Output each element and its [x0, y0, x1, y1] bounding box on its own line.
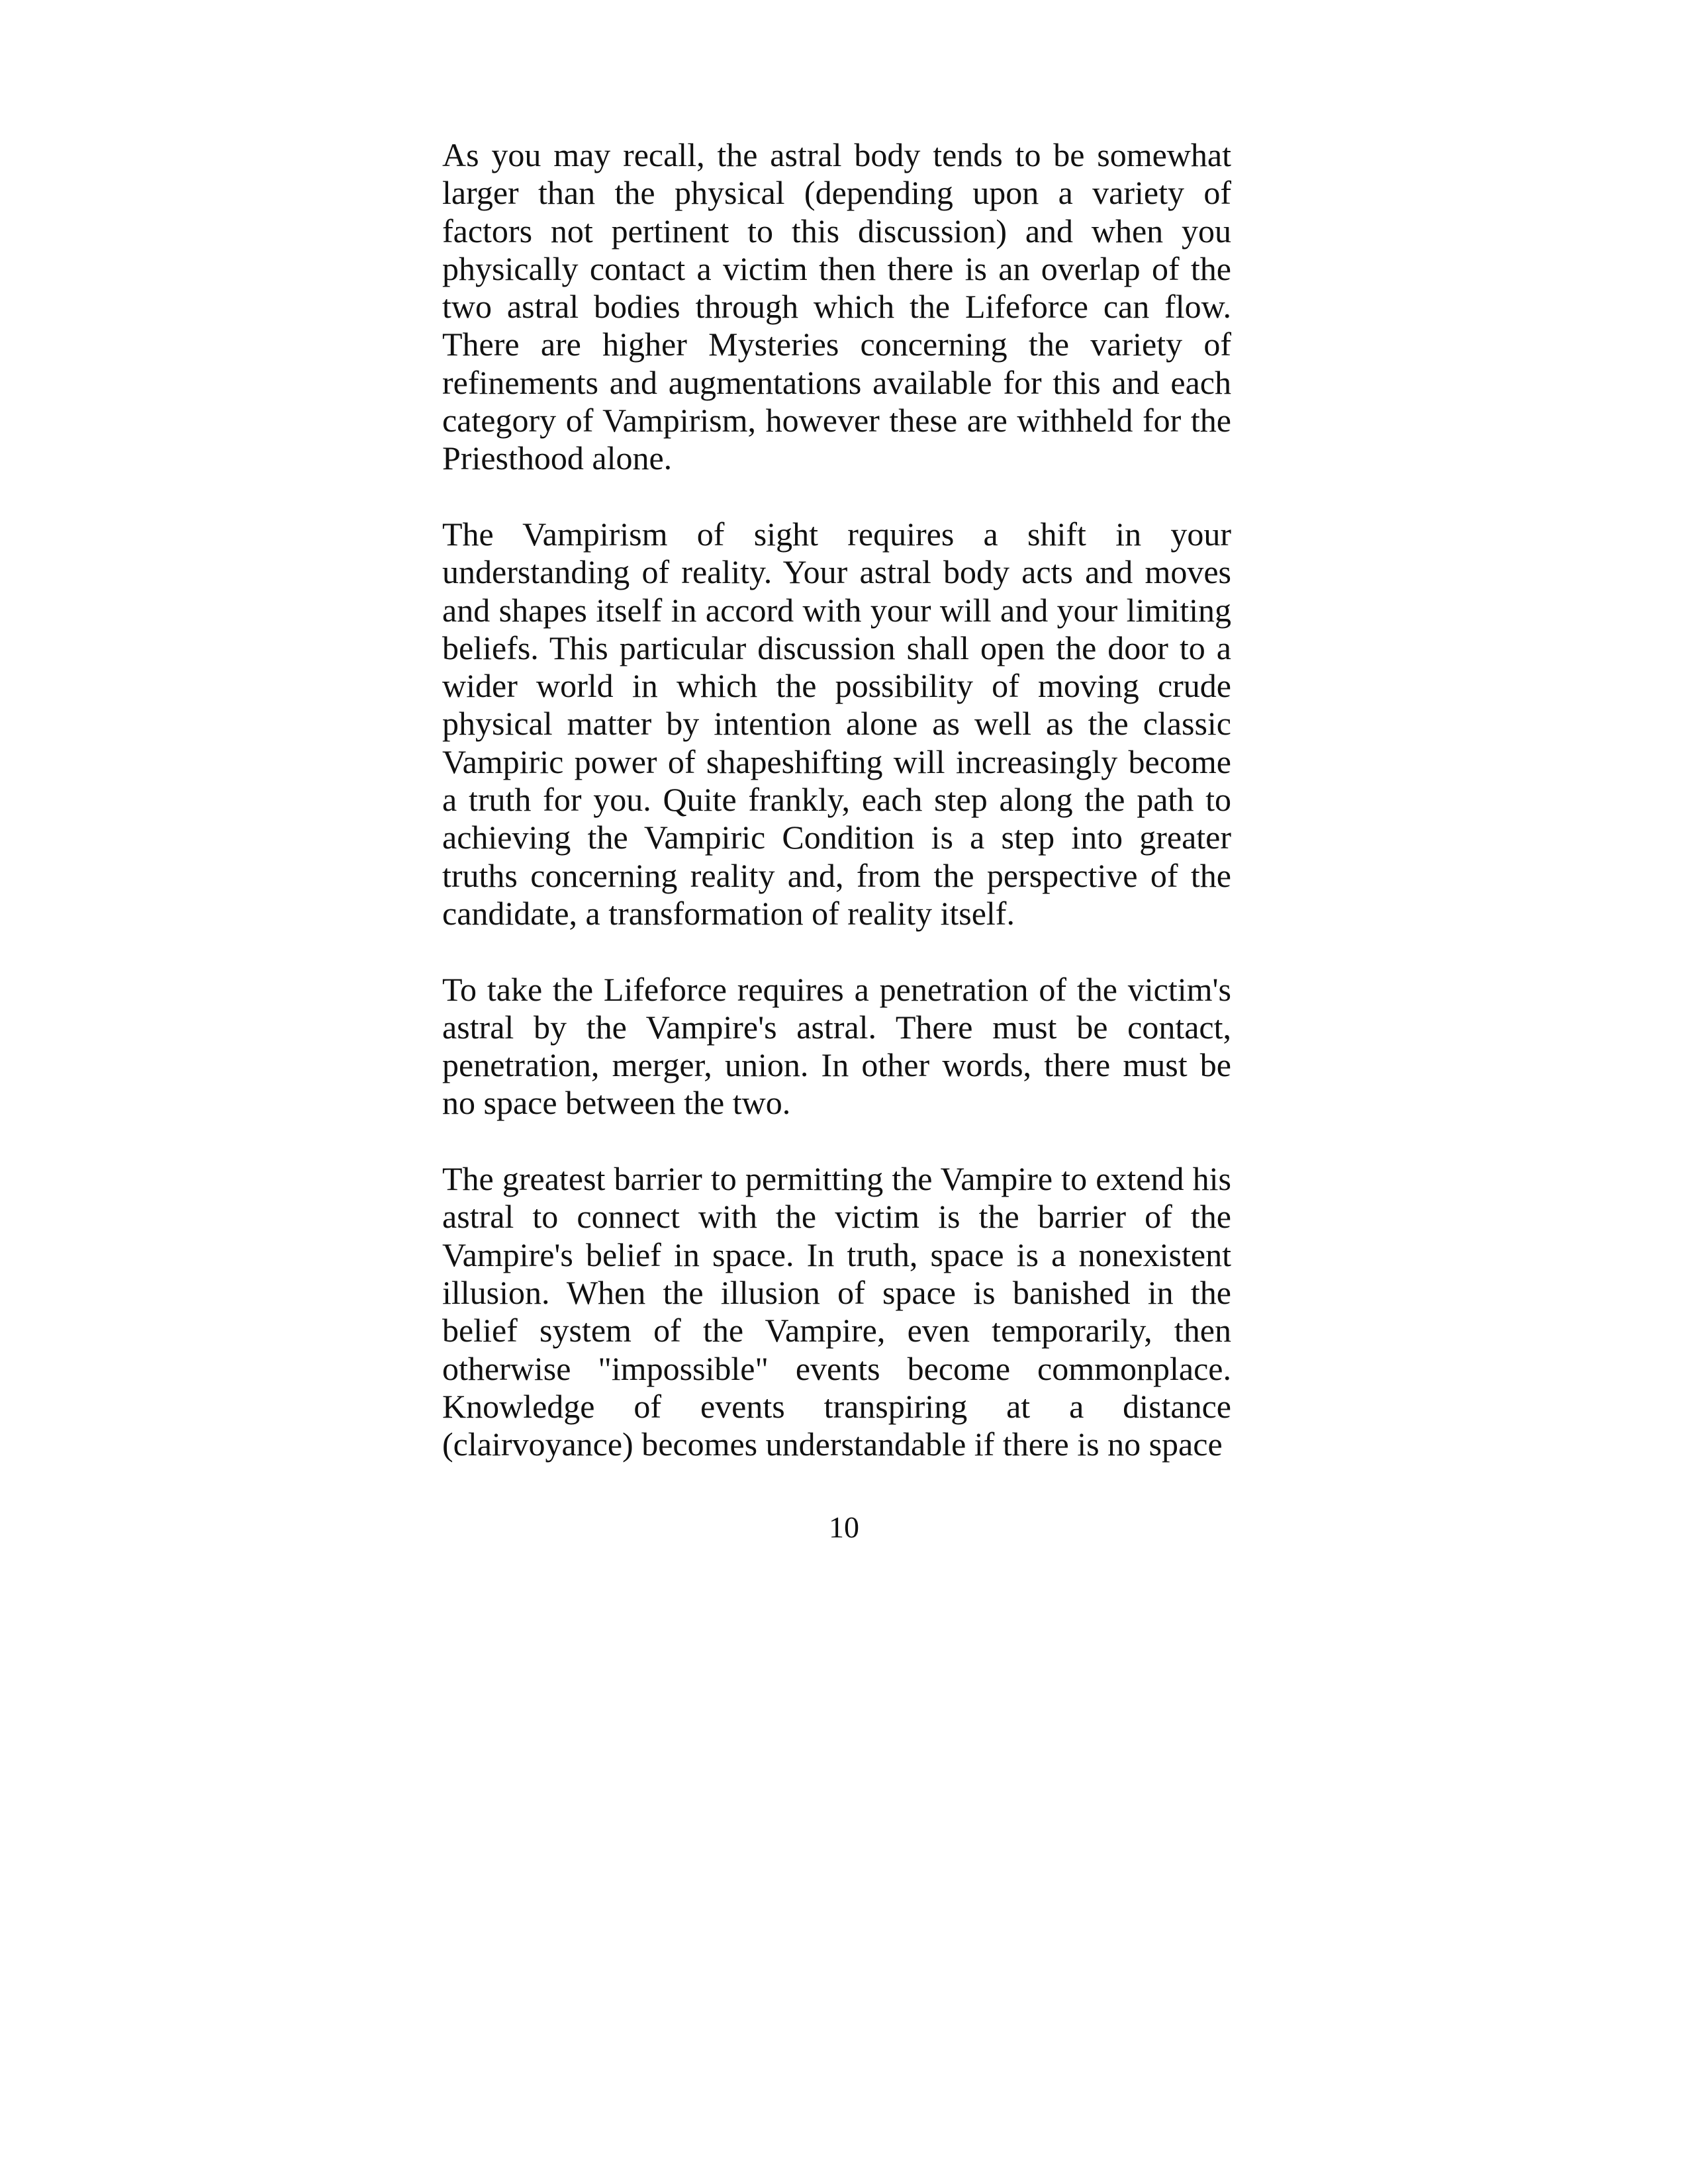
paragraph-4: The greatest barrier to permitting the Vampire to extend his astral to connect with the victim is the barrier of the Vampire's belief in space. In truth, space is a nonexistent illusion. When the illusion of space is banished in the belief system of the Vampire, even temporarily, then otherwise "impossible" events become commonplace. Knowledge of events transpiring at a distance (clairvoyance) becomes understandable if there is no space: [442, 1160, 1231, 1463]
paragraph-3: To take the Lifeforce requires a penetration of the victim's astral by the Vampire's astral. There must be contact, penetration, merger, union. In other words, there must be no space between the two.: [442, 970, 1231, 1122]
page-number: 10: [829, 1510, 859, 1544]
paragraph-1: As you may recall, the astral body tends to be somewhat larger than the physical (depending upon a variety of factors not pertinent to this discussion) and when you physically contact a victim then there is an overlap of the two astral bodies through which the Lifeforce can flow. There are higher Mysteries concerning the variety of refinements and augmentations available for this and each category of Vampirism, however these are withheld for the Priesthood alone.: [442, 136, 1231, 477]
paragraph-2: The Vampirism of sight requires a shift in your understanding of reality. Your astral body acts and moves and shapes itself in accord with your will and your limiting beliefs. This particular discussion shall open the door to a wider world in which the possibility of moving crude physical matter by intention alone as well as the classic Vampiric power of shapeshifting will increasingly become a truth for you. Quite frankly, each step along the path to achieving the Vampiric Condition is a step into greater truths concerning reality and, from the perspective of the candidate, a transformation of reality itself.: [442, 515, 1231, 932]
body-text: [442, 136, 1231, 1463]
